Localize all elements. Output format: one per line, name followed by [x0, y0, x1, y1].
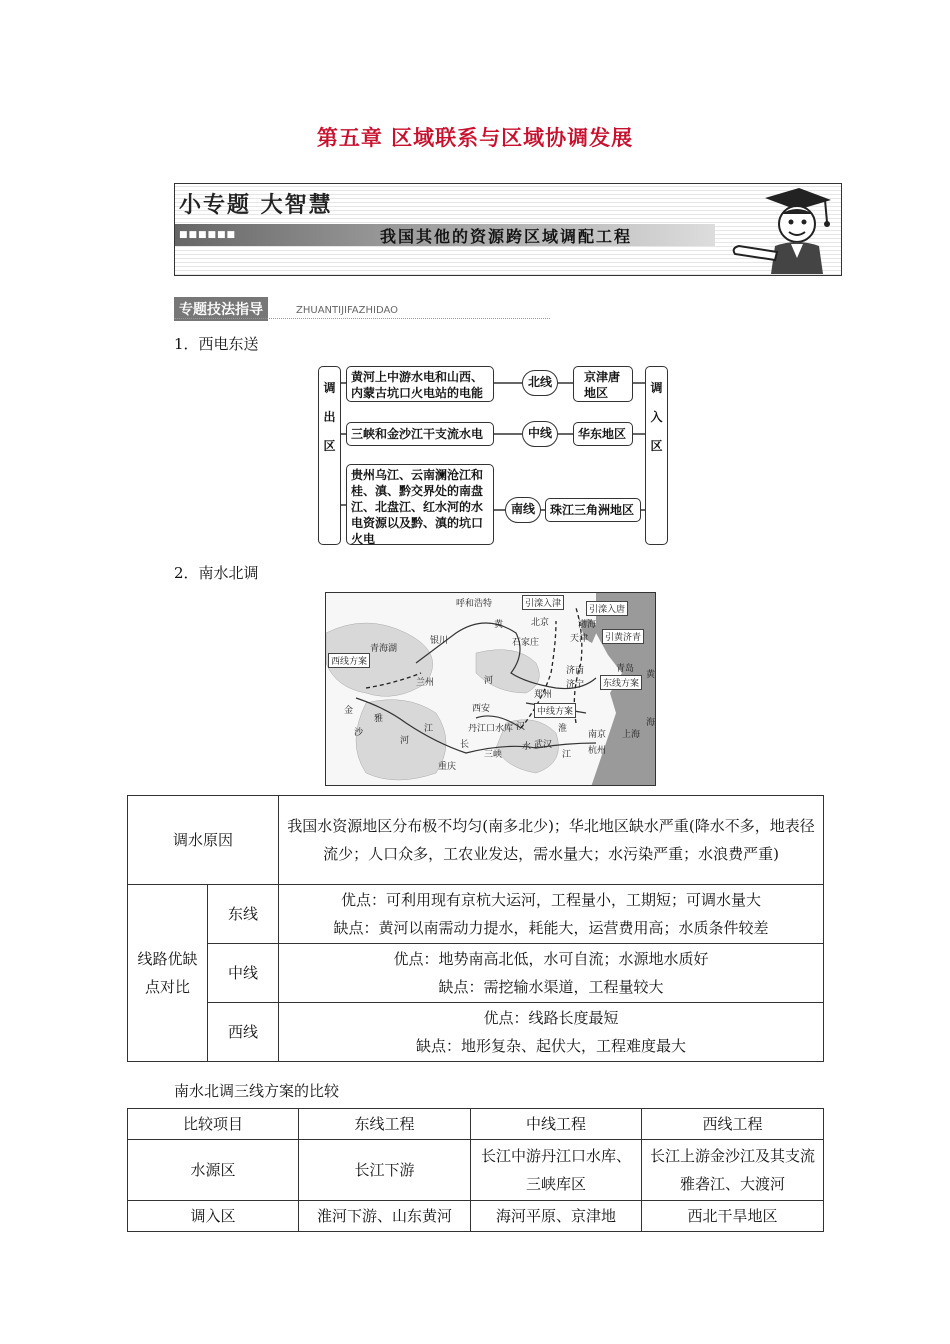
south-line-label: 南线	[505, 497, 541, 523]
header-cell: 中线工程	[471, 1109, 642, 1140]
map-box-yellow-to-qingdao: 引黄济青	[602, 629, 644, 644]
map-place-zhengzhou: 郑州	[534, 690, 553, 700]
map-box-west-route: 西线方案	[328, 653, 370, 668]
map-box-luan-to-tianjin: 引滦入津	[522, 595, 564, 610]
map-sea-huang: 黄	[646, 670, 656, 680]
map-river-du: 河	[400, 736, 410, 746]
table-cell: 海河平原、京津地	[471, 1201, 642, 1232]
table-cell: 长江中游丹江口水库、三峡库区	[471, 1140, 642, 1201]
table-cell: 长江下游	[299, 1140, 471, 1201]
import-region-label: 调 入 区	[645, 366, 668, 545]
table-row	[128, 944, 824, 1003]
map-place-wuhan: 武汉	[534, 740, 553, 750]
central-line-source: 三峡和金沙江干支流水电	[346, 422, 494, 446]
table-cell: 长江上游金沙江及其支流雅砻江、大渡河	[642, 1140, 824, 1201]
map-label-bohai: 渤海	[578, 620, 597, 630]
header-cell: 比较项目	[128, 1109, 299, 1140]
compare-label: 线路优缺点对比	[128, 885, 208, 1062]
east-line-con: 缺点：黄河以南需动力提水，耗能大，运营费用高；水质条件较差	[333, 919, 769, 937]
map-place-hohhot: 呼和浩特	[456, 599, 493, 609]
central-line-name: 中线	[208, 944, 279, 1003]
map-river-ya: 雅	[374, 714, 384, 724]
map-place-qingdao: 青岛	[616, 664, 635, 674]
map-sea-hai: 海	[646, 718, 656, 728]
south-line-source: 贵州乌江、云南澜沧江和桂、滇、黔交界处的南盘江、北盘江、红水河的水电资源以及黔、滇的坑口火电	[346, 464, 494, 545]
table-row	[128, 1003, 824, 1062]
map-river-jiang: 江	[562, 750, 572, 760]
technique-tag-pinyin: ZHUANTIJIFAZHIDAO	[296, 305, 399, 316]
section-heading-west-east: 1．西电东送	[174, 335, 259, 353]
page-title: 第五章 区域联系与区域协调发展	[316, 125, 634, 150]
table-cell: 淮河下游、山东黄河	[299, 1201, 471, 1232]
map-place-jinan: 济南	[566, 666, 585, 676]
reason-text: 我国水资源地区分布极不均匀(南多北少)；华北地区缺水严重(降水不多，地表径流少；人口众多，工农业发达，需水量大；水污染严重；水浪费严重)	[279, 796, 824, 885]
comparison-caption: 南水北调三线方案的比较	[174, 1082, 340, 1100]
map-box-east-route: 东线方案	[600, 675, 642, 690]
east-line-pro: 优点：可利用现有京杭大运河，工程量小，工期短；可调水量大	[340, 891, 761, 909]
banner-squares: ■■■■■■	[179, 230, 237, 240]
north-line-source: 黄河上中游水电和山西、内蒙古坑口火电站的电能	[346, 366, 494, 402]
map-place-three-gorges: 三峡	[484, 750, 503, 760]
west-line-name: 西线	[208, 1003, 279, 1062]
central-line-cell	[279, 944, 824, 1003]
table-row	[128, 796, 824, 885]
map-box-luan-to-tangshan: 引滦入唐	[586, 601, 628, 616]
west-line-pro: 优点：线路长度最短	[483, 1009, 619, 1027]
map-box-central-route: 中线方案	[534, 703, 576, 718]
map-place-shijiazhuang: 石家庄	[512, 638, 540, 648]
map-river-han: 汉	[516, 722, 526, 732]
map-place-chongqing: 重庆	[438, 762, 457, 772]
reason-label: 调水原因	[128, 796, 279, 885]
west-line-cell	[279, 1003, 824, 1062]
map-place-qinghai-lake: 青海湖	[370, 644, 398, 654]
map-river-jin: 金	[344, 706, 354, 716]
table-row	[128, 885, 824, 944]
south-line-destination: 珠江三角洲地区	[545, 498, 641, 522]
map-river-he: 河	[484, 676, 494, 686]
map-river-sha: 沙	[354, 728, 364, 738]
map-place-tianjin: 天津	[570, 634, 589, 644]
map-place-nanjing: 南京	[588, 730, 607, 740]
map-place-shanghai: 上海	[622, 730, 641, 740]
map-river-chang: 长	[460, 740, 470, 750]
table-row	[128, 1201, 824, 1232]
banner-main-title: 小专题 大智慧	[179, 192, 333, 218]
table-cell: 西北干旱地区	[642, 1201, 824, 1232]
map-river-huai: 淮	[558, 724, 568, 734]
east-line-cell	[279, 885, 824, 944]
map-river-huang: 黄	[494, 620, 504, 630]
map-place-xian: 西安	[472, 704, 491, 714]
export-region-label: 调 出 区	[318, 366, 341, 545]
map-place-danjiangkou: 丹江口水库	[468, 724, 514, 734]
map-river-shui: 水	[522, 742, 532, 752]
north-line-destination: 京津唐地区	[573, 366, 633, 402]
table-cell: 调入区	[128, 1201, 299, 1232]
map-place-beijing: 北京	[531, 618, 550, 628]
central-line-label: 中线	[522, 421, 558, 447]
central-line-destination: 华东地区	[573, 422, 633, 446]
header-cell: 东线工程	[299, 1109, 471, 1140]
header-cell: 西线工程	[642, 1109, 824, 1140]
map-place-lanzhou: 兰州	[416, 678, 435, 688]
water-transfer-reasons-table	[127, 795, 824, 1062]
map-place-yinchuan: 银川	[430, 636, 449, 646]
central-line-pro: 优点：地势南高北低，水可自流；水源地水质好	[393, 950, 709, 968]
table-header-row	[128, 1109, 824, 1140]
west-line-con: 缺点：地形复杂、起伏大，工程难度最大	[415, 1037, 686, 1055]
central-line-con: 缺点：需挖输水渠道，工程量较大	[438, 978, 664, 996]
three-routes-comparison-table	[127, 1108, 824, 1232]
section-heading-south-north: 2．南水北调	[174, 564, 259, 582]
map-place-jining: 济宁	[566, 680, 585, 690]
map-river-min: 江	[424, 724, 434, 734]
table-row	[128, 1140, 824, 1201]
south-north-map	[325, 592, 656, 786]
map-place-hangzhou: 杭州	[588, 746, 607, 756]
technique-tag: 专题技法指导	[174, 297, 268, 321]
table-cell: 水源区	[128, 1140, 299, 1201]
east-line-name: 东线	[208, 885, 279, 944]
banner-subtitle: 我国其他的资源跨区域调配工程	[380, 227, 633, 246]
north-line-label: 北线	[522, 370, 558, 396]
